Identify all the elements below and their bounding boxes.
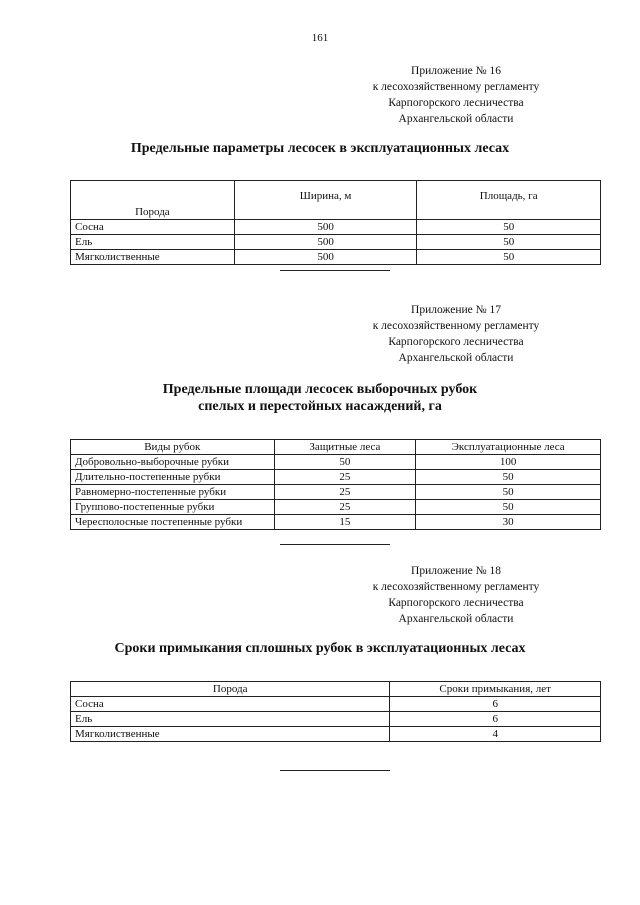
table-row bbox=[71, 250, 601, 265]
title-line: Предельные параметры лесосек в эксплуатационных лесах bbox=[130, 141, 510, 156]
table-cell: 50 bbox=[274, 455, 416, 470]
cutting-area-parameters-table bbox=[70, 180, 601, 265]
table-cell: 100 bbox=[416, 455, 601, 470]
column-header: Площадь, га bbox=[417, 181, 601, 220]
column-header: Виды рубок bbox=[71, 440, 275, 455]
title-line: спелых и перестойных насаждений, га bbox=[198, 399, 442, 414]
table-cell: Группово-постепенные рубки bbox=[71, 500, 275, 515]
table-cell: 25 bbox=[274, 500, 416, 515]
column-header: Порода bbox=[71, 682, 390, 697]
column-header: Порода bbox=[71, 181, 235, 220]
table-cell: Добровольно-выборочные рубки bbox=[71, 455, 275, 470]
table-cell: Мягколиственные bbox=[71, 727, 390, 742]
adjacency-period-table bbox=[70, 681, 601, 742]
table-row bbox=[71, 455, 601, 470]
table-cell: Равномерно-постепенные рубки bbox=[71, 485, 275, 500]
table-header-row bbox=[71, 181, 601, 220]
title-line: Сроки примыкания сплошных рубок в эксплуатационных лесах bbox=[114, 641, 526, 656]
appendix-number: Приложение № 16 bbox=[411, 65, 501, 77]
appendix-17-header bbox=[331, 302, 581, 366]
table-cell: Длительно-постепенные рубки bbox=[71, 470, 275, 485]
table-row bbox=[71, 697, 601, 712]
table-cell: 25 bbox=[274, 485, 416, 500]
appendix-line: к лесохозяйственному регламенту bbox=[372, 581, 540, 593]
table-cell: 30 bbox=[416, 515, 601, 530]
table-header-row bbox=[71, 682, 601, 697]
table-cell: 50 bbox=[417, 220, 601, 235]
table-cell: Сосна bbox=[71, 220, 235, 235]
column-header: Защитные леса bbox=[274, 440, 416, 455]
appendix-line: Архангельской области bbox=[398, 613, 514, 625]
table-header-row bbox=[71, 440, 601, 455]
title-line: Предельные площади лесосек выборочных рубок bbox=[162, 382, 478, 397]
section-title bbox=[0, 381, 640, 415]
appendix-number: Приложение № 18 bbox=[411, 565, 501, 577]
table-cell: 50 bbox=[417, 235, 601, 250]
table-cell: 25 bbox=[274, 470, 416, 485]
appendix-line: Архангельской области bbox=[398, 113, 514, 125]
page-number: 161 bbox=[311, 32, 329, 44]
column-header: Эксплуатационные леса bbox=[416, 440, 601, 455]
table-cell: 50 bbox=[417, 250, 601, 265]
table-cell: Сосна bbox=[71, 697, 390, 712]
appendix-line: Архангельской области bbox=[398, 352, 514, 364]
table-cell: 50 bbox=[416, 500, 601, 515]
table-row bbox=[71, 727, 601, 742]
separator-line bbox=[280, 770, 390, 771]
table-row bbox=[71, 485, 601, 500]
appendix-number: Приложение № 17 bbox=[411, 304, 501, 316]
table-row bbox=[71, 235, 601, 250]
selective-cutting-area-table bbox=[70, 439, 601, 530]
table-cell: 50 bbox=[416, 485, 601, 500]
table-cell: Ель bbox=[71, 712, 390, 727]
table-cell: 50 bbox=[416, 470, 601, 485]
table-cell: Чересполосные постепенные рубки bbox=[71, 515, 275, 530]
appendix-line: к лесохозяйственному регламенту bbox=[372, 81, 540, 93]
table-cell: Мягколиственные bbox=[71, 250, 235, 265]
appendix-18-header bbox=[331, 563, 581, 627]
section-title bbox=[0, 640, 640, 657]
table-cell: 500 bbox=[234, 220, 417, 235]
appendix-line: Карпогорского лесничества bbox=[388, 597, 524, 609]
table-row bbox=[71, 470, 601, 485]
table-cell: 15 bbox=[274, 515, 416, 530]
table-cell: 500 bbox=[234, 235, 417, 250]
table-cell: 6 bbox=[390, 712, 601, 727]
separator-line bbox=[280, 270, 390, 271]
table-cell: Ель bbox=[71, 235, 235, 250]
appendix-16-header bbox=[331, 63, 581, 127]
appendix-line: Карпогорского лесничества bbox=[388, 336, 524, 348]
appendix-line: Карпогорского лесничества bbox=[388, 97, 524, 109]
table-row bbox=[71, 500, 601, 515]
section-title bbox=[0, 140, 640, 157]
table-cell: 4 bbox=[390, 727, 601, 742]
table-row bbox=[71, 220, 601, 235]
table-row bbox=[71, 515, 601, 530]
column-header: Ширина, м bbox=[234, 181, 417, 220]
table-cell: 500 bbox=[234, 250, 417, 265]
table-row bbox=[71, 712, 601, 727]
appendix-line: к лесохозяйственному регламенту bbox=[372, 320, 540, 332]
table-cell: 6 bbox=[390, 697, 601, 712]
column-header: Сроки примыкания, лет bbox=[390, 682, 601, 697]
separator-line bbox=[280, 544, 390, 545]
